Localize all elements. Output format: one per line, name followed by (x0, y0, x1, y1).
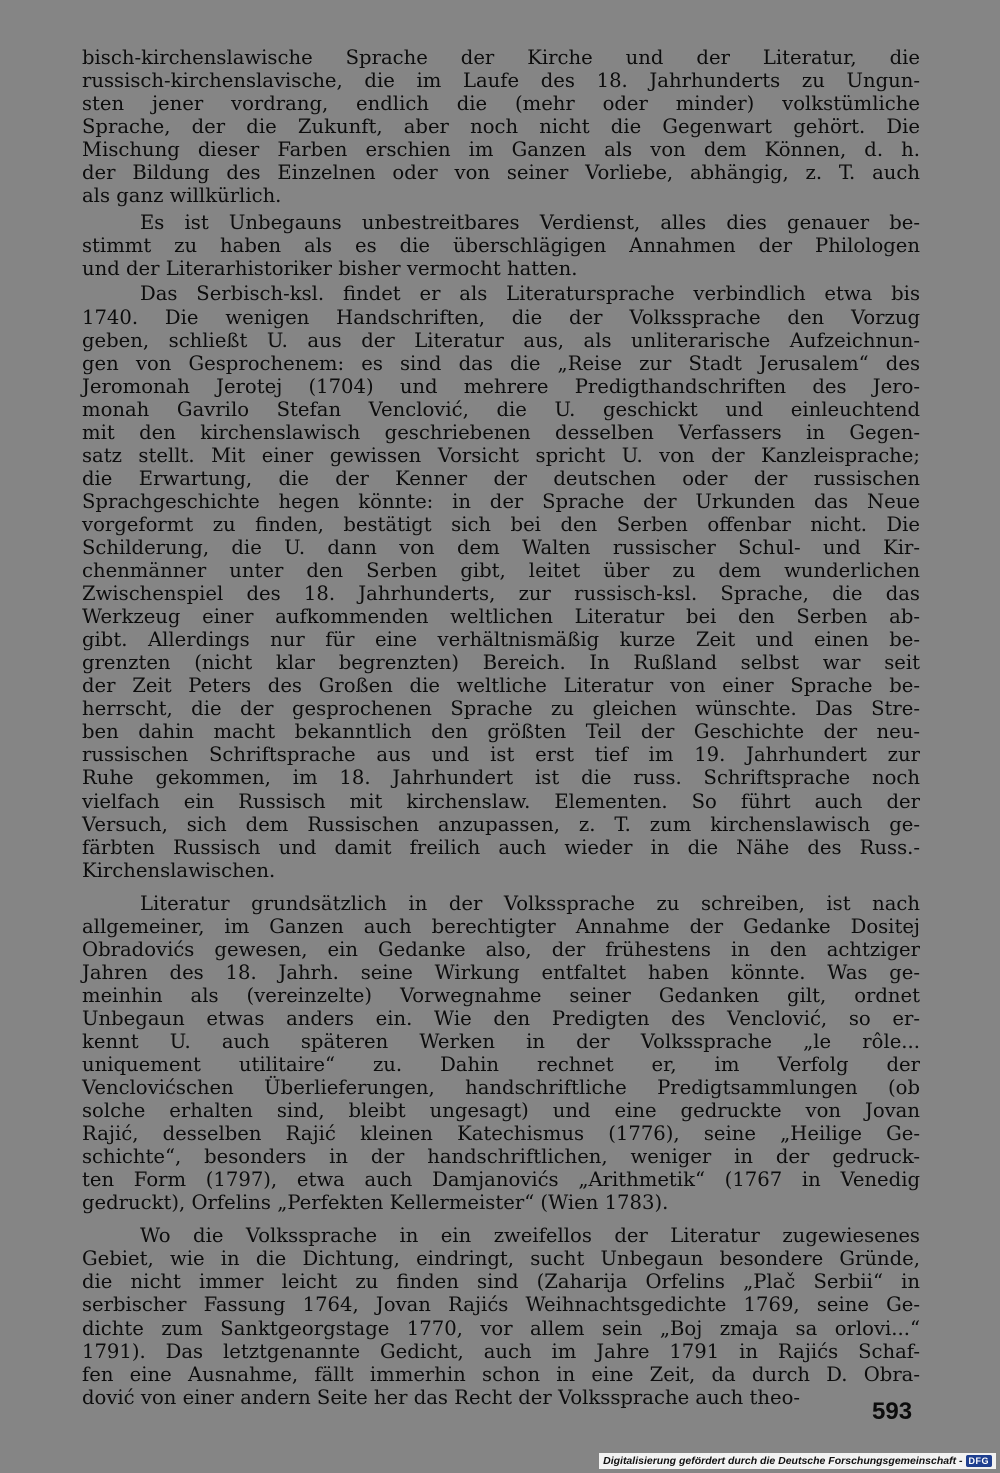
text-line: solche erhalten sind, bleibt ungesagt) und eine gedruckte von Jovan (82, 1099, 920, 1123)
text-line: chenmänner unter den Serben gibt, leitet über zu dem wunderlichen (82, 559, 920, 583)
text-line: geben, schließt U. aus der Literatur aus, als unliterarische Aufzeichnun- (82, 328, 920, 352)
text-line: Es ist Unbegauns unbestreitbares Verdienst, alles dies genauer be- (140, 211, 920, 235)
digitization-footer (599, 1453, 996, 1469)
text-line: satz stellt. Mit einer gewissen Vorsicht spricht U. von der Kanzleisprache; (82, 443, 920, 467)
text-line: russisch-kirchenslavische, die im Laufe des 18. Jahrhunderts zu Ungun- (82, 69, 920, 93)
text-line: gen von Gesprochenem: es sind das die „Reise zur Stadt Jerusalem“ des (82, 351, 920, 375)
paragraph (82, 1224, 920, 1408)
dfg-logo: DFG (966, 1455, 993, 1467)
text-line: Jeromonah Jerotej (1704) und mehrere Predigthandschriften des Jero- (82, 374, 920, 398)
text-line: bisch-kirchenslawische Sprache der Kirche und der Literatur, die (82, 46, 920, 69)
text-line: 1791). Das letztgenannte Gedicht, auch im Jahre 1791 in Rajićs Schaf- (82, 1339, 920, 1363)
text-line: schichte“, besonders in der handschriftlichen, weniger in der gedruck- (82, 1145, 920, 1169)
text-line: Mischung dieser Farben erschien im Ganzen als von dem Können, d. h. (82, 138, 920, 162)
text-line: mit den kirchenslawisch geschriebenen desselben Verfassers in Gegen- (82, 420, 920, 444)
text-line: vielfach ein Russisch mit kirchenslaw. Elementen. So führt auch der (82, 789, 920, 813)
text-line: allgemeiner, im Ganzen auch berechtigter Annahme der Gedanke Dositej (82, 914, 920, 938)
text-line: russischen Schriftsprache aus und ist erst tief im 19. Jahrhundert zur (82, 743, 920, 767)
paragraph (82, 892, 920, 1215)
text-line: färbten Russisch und damit freilich auch wieder in die Nähe des Russ.- (82, 835, 920, 859)
text-line: fen eine Ausnahme, fällt immerhin schon in eine Zeit, da durch D. Obra- (82, 1362, 920, 1386)
text-line: vorgeformt zu finden, bestätigt sich bei den Serben offenbar nicht. Die (82, 512, 920, 536)
text-line: Venclovićschen Überlieferungen, handschriftliche Predigtsammlungen (ob (82, 1076, 920, 1100)
text-line: grenzten (nicht klar begrenzten) Bereich. In Rußland selbst war seit (82, 651, 920, 675)
text-line: dović von einer andern Seite her das Recht der Volkssprache auch theo- (82, 1385, 801, 1409)
text-line: Das Serbisch-ksl. findet er als Literatursprache verbindlich etwa bis (140, 282, 920, 306)
text-line: die nicht immer leicht zu finden sind (Zaharija Orfelins „Plač Serbii“ in (82, 1270, 920, 1294)
text-line: gedruckt), Orfelins „Perfekten Kellermeister“ (Wien 1783). (82, 1191, 669, 1215)
text-line: die Erwartung, die der Kenner der deutschen oder der russischen (82, 466, 920, 490)
text-line: Unbegaun etwas anders ein. Wie den Predigten des Venclović, so er- (82, 1006, 920, 1030)
text-line: Versuch, sich dem Russischen anzupassen, z. T. zum kirchenslawisch ge- (82, 812, 920, 836)
text-line: Sprache, der die Zukunft, aber noch nicht die Gegenwart gehört. Die (82, 115, 920, 139)
text-line: der Zeit Peters des Großen die weltliche Literatur von einer Sprache be- (82, 674, 920, 698)
text-line: Werkzeug einer aufkommenden weltlichen Literatur bei den Serben ab- (82, 605, 920, 629)
text-line: kennt U. auch späteren Werken in der Volkssprache „le rôle... (82, 1029, 920, 1053)
text-line: stimmt zu haben als es die überschlägigen Annahmen der Philologen (82, 234, 920, 258)
text-line: monah Gavrilo Stefan Venclović, die U. geschickt und einleuchtend (82, 397, 920, 421)
text-line: Kirchenslawischen. (82, 858, 276, 882)
paragraph (82, 282, 920, 881)
text-line: meinhin als (vereinzelte) Vorwegnahme seiner Gedanken gilt, ordnet (82, 983, 920, 1007)
text-line: serbischer Fassung 1764, Jovan Rajićs Weihnachtsgedichte 1769, seine Ge- (82, 1293, 920, 1317)
text-line: ten Form (1797), etwa auch Damjanovićs „Arithmetik“ (1767 in Venedig (82, 1168, 920, 1192)
text-line: Literatur grundsätzlich in der Volkssprache zu schreiben, ist nach (140, 891, 920, 915)
text-line: 1740. Die wenigen Handschriften, die der Volkssprache den Vorzug (82, 305, 920, 329)
text-line: Wo die Volkssprache in ein zweifellos der Literatur zugewiesenes (140, 1224, 920, 1248)
text-line: Ruhe gekommen, im 18. Jahrhundert ist die russ. Schriftsprache noch (82, 766, 920, 790)
text-line: der Bildung des Einzelnen oder von seiner Vorliebe, abhängig, z. T. auch (82, 161, 920, 185)
paragraph (82, 46, 920, 207)
text-line: Gebiet, wie in die Dichtung, eindringt, sucht Unbegaun besondere Gründe, (82, 1247, 920, 1271)
text-line: Sprachgeschichte hegen könnte: in der Sprache der Urkunden das Neue (82, 489, 920, 513)
text-line: Zwischenspiel des 18. Jahrhunderts, zur russisch-ksl. Sprache, die das (82, 582, 920, 606)
text-line: als ganz willkürlich. (82, 184, 282, 208)
text-line: sten jener vordrang, endlich die (mehr oder minder) volkstümliche (82, 92, 920, 116)
page-number: 593 (872, 1398, 913, 1425)
text-line: Jahren des 18. Jahrh. seine Wirkung entfaltet haben könnte. Was ge- (82, 960, 920, 984)
text-line: Obradovićs gewesen, ein Gedanke also, der frühestens in den achtziger (82, 937, 920, 961)
text-line: gibt. Allerdings nur für eine verhältnismäßig kurze Zeit und einen be- (82, 628, 920, 652)
text-line: dichte zum Sanktgeorgstage 1770, vor allem sein „Boj zmaja sa orlovi...“ (82, 1316, 920, 1340)
paragraph (82, 211, 920, 280)
text-line: herrscht, die der gesprochenen Sprache zu gleichen wünschte. Das Stre- (82, 697, 920, 721)
text-line: uniquement utilitaire“ zu. Dahin rechnet er, im Verfolg der (82, 1053, 920, 1077)
footer-text: Digitalisierung gefördert durch die Deutsche Forschungsgemeinschaft - (603, 1455, 963, 1467)
text-line: Rajić, desselben Rajić kleinen Katechismus (1776), seine „Heilige Ge- (82, 1122, 920, 1146)
text-line: Schilderung, die U. dann von dem Walten russischer Schul- und Kir- (82, 535, 920, 559)
text-line: ben dahin macht bekanntlich den größten Teil der Geschichte der neu- (82, 720, 920, 744)
page-body (82, 46, 920, 1409)
text-line: und der Literarhistoriker bisher vermocht hatten. (82, 257, 578, 281)
